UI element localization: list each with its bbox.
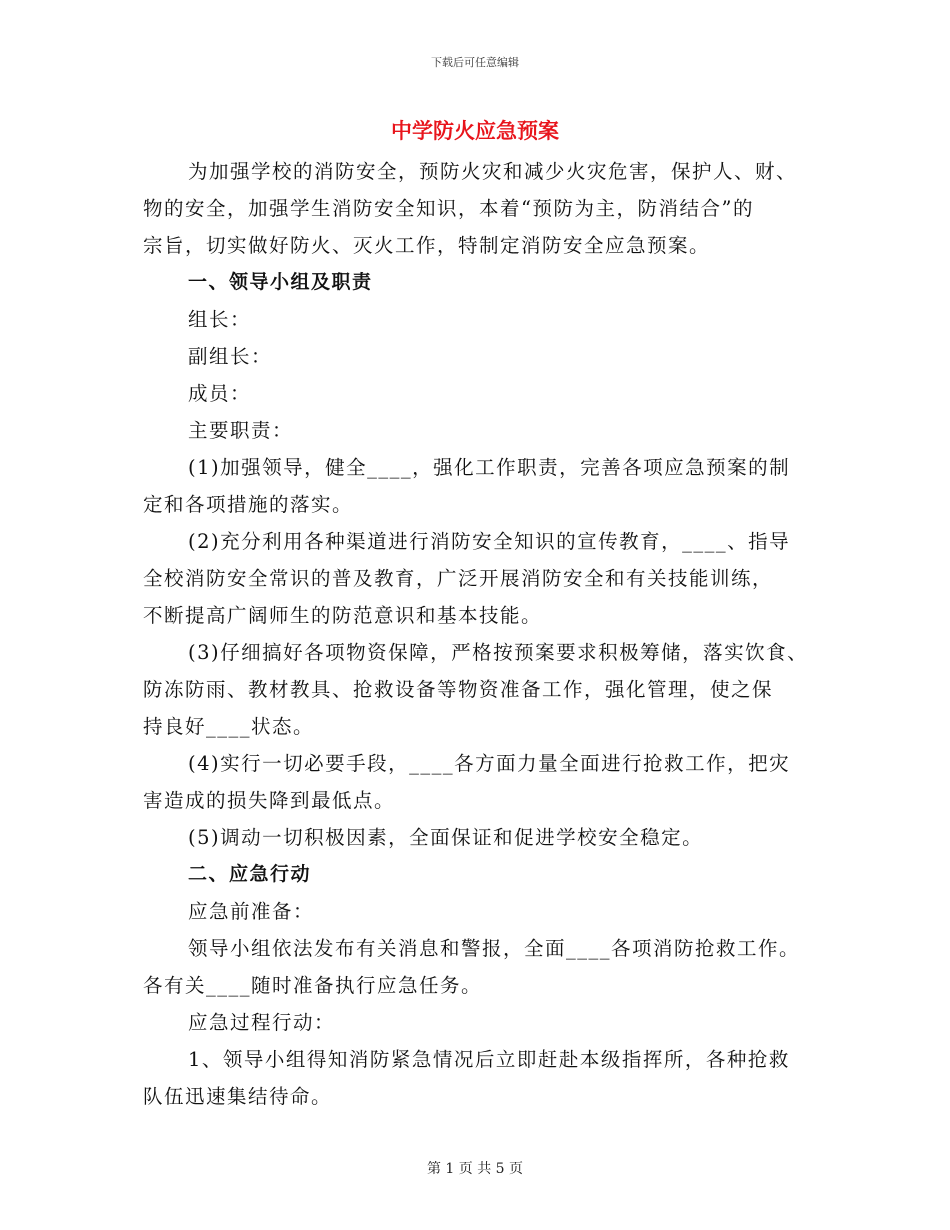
paragraph-line: 定和各项措施的落实。 [143, 493, 354, 516]
paragraph-line: (4)实行一切必要手段，____各方面力量全面进行抢救工作，把灾 [188, 752, 791, 775]
paragraph-line: 物的安全，加强学生消防安全知识，本着“预防为主，防消结合”的 [143, 197, 754, 220]
paragraph-line: 应急过程行动： [188, 1011, 336, 1034]
paragraph-line: 应急前准备： [188, 900, 315, 923]
document-body [143, 153, 813, 1115]
paragraph-line: (1)加强领导，健全____，强化工作职责，完善各项应急预案的制 [188, 456, 791, 479]
paragraph-line: (3)仔细搞好各项物资保障，严格按预案要求积极筹储，落实饮食、 [188, 641, 809, 664]
page-header: 下载后可任意编辑 [431, 56, 519, 69]
paragraph-line: 持良好____状态。 [143, 715, 315, 738]
paragraph-line: 成员： [188, 382, 252, 405]
paragraph-line: 组长： [188, 308, 252, 331]
paragraph-line: (5)调动一切积极因素，全面保证和促进学校安全稳定。 [188, 826, 704, 849]
section-heading: 二、应急行动 [188, 863, 312, 885]
paragraph-line: 队伍迅速集结待命。 [143, 1085, 333, 1108]
paragraph-line: 领导小组依法发布有关消息和警报，全面____各项消防抢救工作。 [188, 937, 801, 960]
paragraph-line: 害造成的损失降到最低点。 [143, 789, 396, 812]
paragraph-line: 各有关____随时准备执行应急任务。 [143, 974, 483, 997]
paragraph-line: 1、领导小组得知消防紧急情况后立即赶赴本级指挥所，各种抢救 [188, 1048, 790, 1071]
paragraph-line: 为加强学校的消防安全，预防火灾和减少火灾危害，保护人、财、 [188, 160, 798, 183]
paragraph-line: 副组长： [188, 345, 273, 368]
paragraph-line: 防冻防雨、教材教具、抢救设备等物资准备工作，强化管理，使之保 [143, 678, 774, 701]
paragraph-line: 全校消防安全常识的普及教育，广泛开展消防安全和有关技能训练， [143, 567, 774, 590]
section-heading: 一、领导小组及职责 [188, 271, 373, 293]
paragraph-line: 宗旨，切实做好防火、灭火工作，特制定消防安全应急预案。 [143, 234, 711, 257]
paragraph-line: 不断提高广阔师生的防范意识和基本技能。 [143, 604, 543, 627]
paragraph-line: 主要职责： [188, 419, 294, 442]
page-footer: 第 1 页 共 5 页 [426, 1161, 524, 1177]
paragraph-line: (2)充分利用各种渠道进行消防安全知识的宣传教育，____、指导 [188, 530, 791, 553]
document-title: 中学防火应急预案 [391, 119, 559, 143]
